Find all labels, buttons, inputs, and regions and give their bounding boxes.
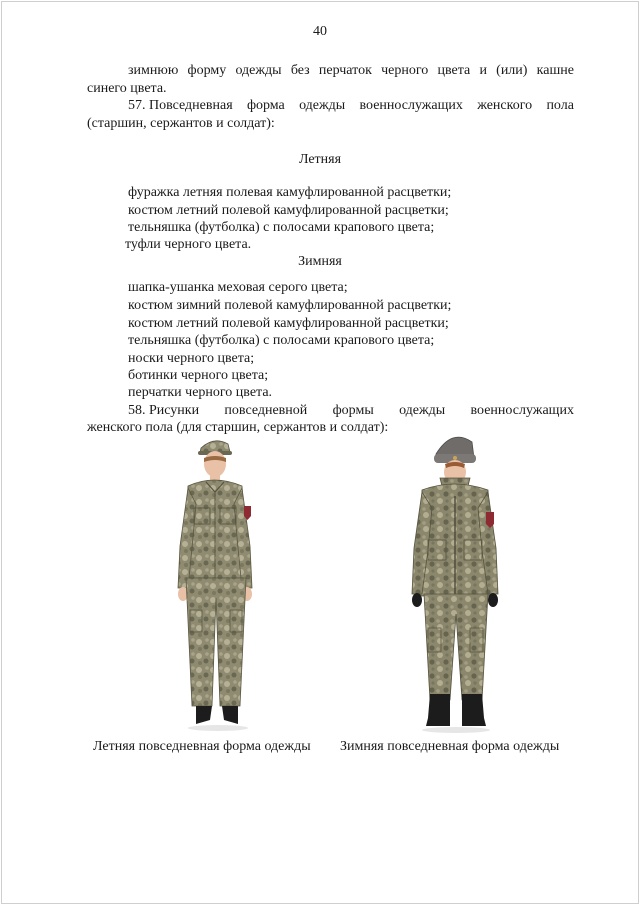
page-number: 40 — [313, 24, 327, 39]
paragraph-57-line-2: (старшин, сержантов и солдат): — [87, 116, 275, 131]
summer-item: фуражка летняя полевая камуфлированной расцветки; — [128, 185, 452, 200]
winter-uniform-figure — [408, 428, 508, 738]
summer-item: тельняшка (футболка) с полосами крапового цвета; — [128, 220, 435, 235]
paragraph-58-line-1: 58. Рисунки повседневной формы одежды военнослужащих — [128, 403, 574, 418]
summer-item: туфли черного цвета. — [125, 237, 252, 252]
summer-item: костюм летний полевой камуфлированной расцветки; — [128, 203, 449, 218]
winter-item: ботинки черного цвета; — [128, 368, 269, 383]
winter-item: шапка-ушанка меховая серого цвета; — [128, 280, 348, 295]
winter-item: носки черного цвета; — [128, 351, 255, 366]
summer-heading: Летняя — [298, 152, 342, 167]
winter-item: костюм зимний полевой камуфлированной расцветки; — [128, 298, 452, 313]
summer-caption: Летняя повседневная форма одежды — [93, 739, 311, 754]
winter-item: тельняшка (футболка) с полосами крапового цвета; — [128, 333, 435, 348]
paragraph-58-line-2: женского пола (для старшин, сержантов и солдат): — [87, 420, 389, 435]
paragraph-57-line-1: 57. Повседневная форма одежды военнослужащих женского пола — [128, 98, 574, 113]
winter-caption: Зимняя повседневная форма одежды — [340, 739, 560, 754]
page-border — [1, 1, 639, 904]
paragraph-continuation-line-2: синего цвета. — [87, 81, 167, 96]
winter-item: костюм летний полевой камуфлированной расцветки; — [128, 316, 449, 331]
winter-item: перчатки черного цвета. — [128, 385, 273, 400]
summer-uniform-figure — [168, 428, 268, 738]
paragraph-continuation-line-1: зимнюю форму одежды без перчаток черного цвета и (или) кашне — [128, 63, 574, 78]
winter-heading: Зимняя — [298, 254, 342, 269]
